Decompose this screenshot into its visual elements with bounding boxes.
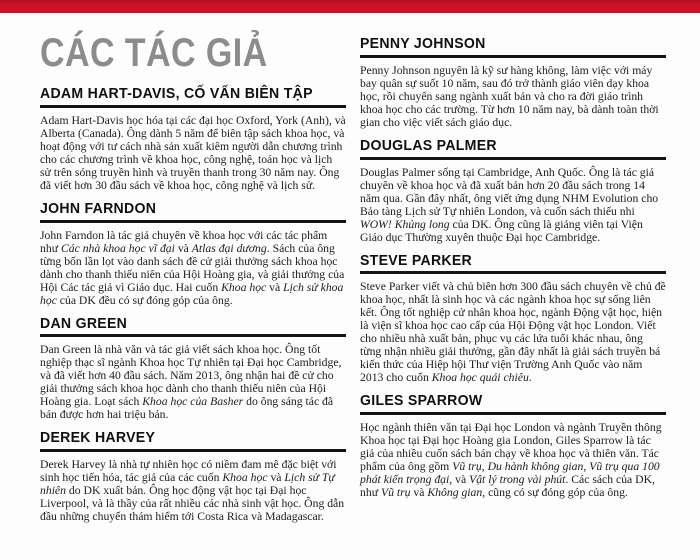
author-bio: John Farndon là tác giả chuyên về khoa học với các tác phẩm như Các nhà khoa học vĩ đại và Atlas đại dương. Sách của ông từng bốn lần lọt vào danh sách đề cử giải thưởng sách khoa học dành cho thanh thiếu niên của Hội Hoàng gia, và giải thưởng của Hội Các tác giả vì Giáo dục. Hai cuốn Khoa học và Lịch sử khoa học của DK đều có sự đóng góp của ông. <box>40 228 345 307</box>
page-content <box>40 26 666 523</box>
author-heading <box>40 86 346 108</box>
author-bio: Penny Johnson nguyên là kỹ sư hàng không, làm việc với máy bay quân sự suốt 10 năm, sau đó trở thành giáo viên dạy khoa học, rồi chuyển sang ngành xuất bản và cho ra đời giáo trình khoa học cho các trường. Từ hơn 10 năm nay, bà dành toàn thời gian cho việc viết sách giáo dục. <box>360 63 659 129</box>
page-title-text: CÁC TÁC GIẢ <box>40 31 268 75</box>
right-column <box>360 26 666 523</box>
author-bio: Douglas Palmer sống tại Cambridge, Anh Quốc. Ông là tác giả chuyên về khoa học và đã xuất bản hơn 20 đầu sách trong 14 năm qua. Gần đây nhất, ông viết ứng dụng NHM Evolution cho Bảo tàng Lịch sử Tự nhiên London, và cuốn sách thiếu nhi WOW! Khủng long của DK. Ông cũng là giảng viên tại Viện Giáo dục Thường xuyên thuộc Đại học Cambridge. <box>360 165 659 244</box>
author-heading-text: STEVE PARKER <box>360 251 473 269</box>
author-bio: Derek Harvey là nhà tự nhiên học có niềm đam mê đặc biệt với sinh học tiến hóa, tác giả của các cuốn Khoa học và Lịch sử Tự nhiên do DK xuất bản. Ông học động vật học tại Đại học Liverpool, và là thầy của rất nhiều các nhà sinh vật học. Ông dẫn đầu những chuyến thám hiểm tới Costa Rica và Madagascar. <box>40 458 345 523</box>
author-heading-text: DOUGLAS PALMER <box>360 136 497 154</box>
author-section-giles-sparrow <box>360 393 666 499</box>
author-heading <box>360 393 666 415</box>
top-red-bar <box>0 0 700 13</box>
author-section-douglas-palmer <box>360 138 666 244</box>
author-bio: Học ngành thiên văn tại Đại học London và ngành Truyền thông Khoa học tại Đại học Hoàng gia London, Giles Sparrow là tác giả của nhiều cuốn sách bán chạy về khoa học và thiên văn. Tác phẩm của ông gồm Vũ trụ, Du hành không gian, Vũ trụ qua 100 phát kiến trọng đại, và Vật lý trong vài phút. Các sách của DK, như Vũ trụ và Không gian, cũng có sự đóng góp của ông. <box>360 421 662 499</box>
author-bio: Adam Hart-Davis học hóa tại các đại học Oxford, York (Anh), và Alberta (Canada). Ông dành 5 năm để biên tập sách khoa học, và hoạt động với tư cách nhà sản xuất kiêm người dẫn chương trình cho các chương trình về khoa học, công nghệ, toán học và lịch sử trên sóng truyền hình và truyền thanh trong 30 năm nay. Ông đã viết hơn 30 đầu sách về khoa học, công nghệ và lịch sử. <box>40 113 346 192</box>
author-section-john-farndon <box>40 201 346 307</box>
author-section-steve-parker <box>360 253 666 385</box>
author-heading <box>360 138 666 160</box>
author-heading-text: JOHN FARNDON <box>40 199 157 217</box>
author-section-penny-johnson <box>360 36 666 129</box>
author-section-derek-harvey <box>40 430 346 523</box>
author-heading <box>40 430 346 452</box>
author-heading <box>40 316 346 338</box>
author-section-dan-green <box>40 316 346 422</box>
author-heading-text: ADAM HART-DAVIS, CỐ VẤN BIÊN TẬP <box>40 85 313 102</box>
author-heading-text: GILES SPARROW <box>360 392 483 410</box>
page-title <box>40 32 346 74</box>
author-heading-text: DEREK HARVEY <box>40 429 156 447</box>
author-heading-text: DAN GREEN <box>40 314 128 332</box>
left-column <box>40 26 346 523</box>
author-heading <box>360 253 666 275</box>
author-bio: Dan Green là nhà văn và tác giả viết sách khoa học. Ông tốt nghiệp thạc sĩ ngành Khoa học Tự nhiên tại Đại học Cambridge, và đã viết hơn 40 đầu sách. Năm 2013, ông nhận hai đề cử cho giải thưởng sách khoa học dành cho thanh thiếu niên của Hội Hoàng gia. Loạt sách Khoa học của Basher do ông sáng tác đã bán được hơn hai triệu bản. <box>40 343 342 422</box>
author-bio: Steve Parker viết và chủ biên hơn 300 đầu sách chuyên về chủ đề khoa học, nhất là sinh học và các ngành khoa học sự sống liên kết. Ông tốt nghiệp cử nhân khoa học, ngành Động vật học, hiện là viện sĩ khoa học cao cấp của Hội Động vật học London. Viết cho nhiều nhà xuất bản, phục vụ các lứa tuổi khác nhau, ông từng nhận nhiều giải thưởng, gần đây nhất là giải sách truyền bá kiến thức của Hiệp hội Thư viện Trường Anh Quốc vào năm 2013 cho cuốn Khoa học quái chiêu. <box>360 280 666 385</box>
author-section-adam-hart-davis <box>40 86 346 192</box>
author-heading-text: PENNY JOHNSON <box>360 35 486 52</box>
author-heading <box>40 201 346 223</box>
author-heading <box>360 36 666 58</box>
